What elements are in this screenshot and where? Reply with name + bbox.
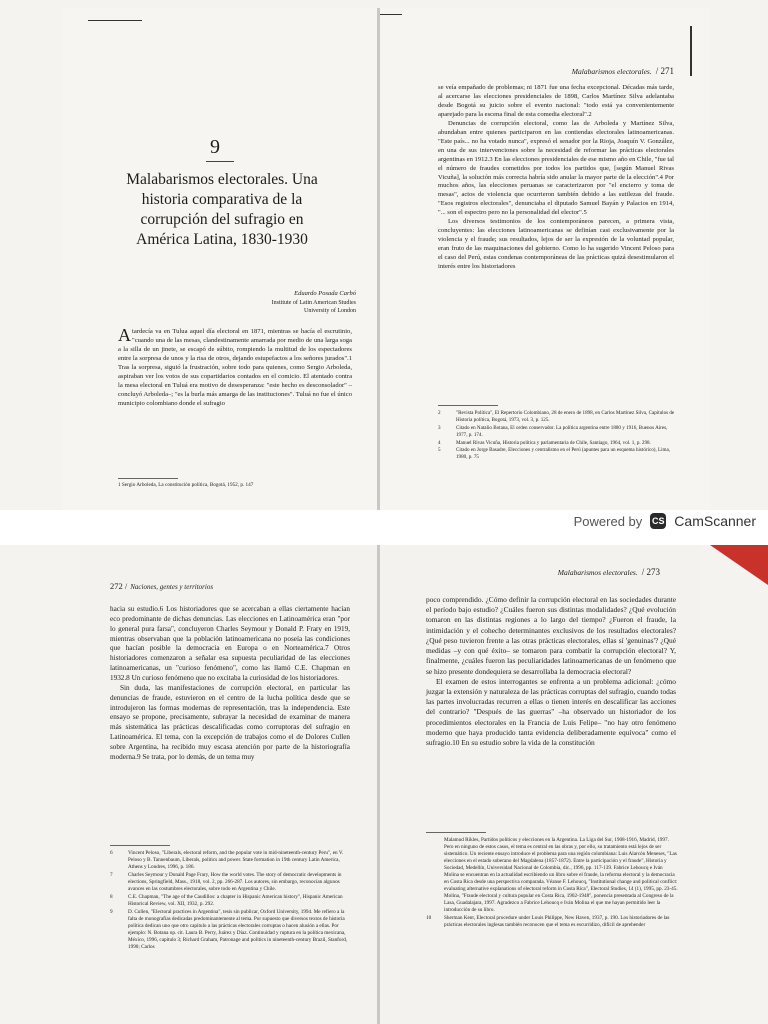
footnote [438, 425, 676, 439]
page-271-left-half [62, 8, 380, 510]
footnote-text: D. Cullen, "Electoral practices in Argentina", tesis sin publicar, Oxford University, 1994. Me refiero a la falta de monografías dedicadas predominantemente al tema. Por supuesto que diversos textos de historia política dedican uno que otro capítulo a las prácticas electorales corruptas o hacen alusión a ellas. Por ejemplo: N. Botana op. cit. Laura B. Perry, Juárez y Díaz. Continuidad y ruptura en la política mexicana, México, 1996, capítulo 3; Richard Graham, Patronage and politics in nineteenth-century Brazil, Stanford, 1990; Carlos [128, 909, 348, 951]
running-head-title: Malabarismos electorales. [557, 568, 638, 577]
running-head [110, 581, 213, 591]
footnote-rule [426, 832, 486, 833]
body-paragraph: El examen de estos interrogantes se enfrenta a un problema adicional: ¿cómo juzgar la extensión y naturaleza de las prácticas corruptas del sufragio, cuando todas las partes involucradas recurren a ellas o tienen interés en descalificar las acciones del contrario? "Después de las guerras" –ha observado un historiador de los procedimientos electorales en la Francia de Luis Felipe– "no hay otro fenómeno moderno que haya producido tanta evidencia deliberadamente equívoca" como el sufragio.10 En su estudio sobre la vida de la constitución [426, 676, 676, 748]
footnote-number: 9 [110, 909, 113, 916]
footnote-rule [110, 845, 170, 846]
footnotes [110, 850, 352, 952]
footnotes [438, 410, 676, 462]
footnote-text: Citado en Natalio Botana, El orden conservador. La política argentina entre 1880 y 1916, Buenos Aires, 1977, p. 174. [456, 424, 668, 438]
footnote [110, 909, 352, 951]
running-head-title: Naciones, gentes y territorios [130, 583, 214, 591]
body-paragraph: Los diversos testimonios de los contemporáneos parecen, a primera vista, concluyentes: las elecciones latinoamericanas se definían casi exclusivamente por la violencia y el fraude; sus resultados, lejos de ser la expresión de la voluntad popular, eran fruto de las maquinaciones del gobierno. Como lo ha sugerido Vincent Peloso para el caso del Perú, estas condenas contemporáneas de las prácticas quizá desestimularon el interés entre los historiadores [438, 218, 674, 271]
footnote-text: "Revista Política", El Repertorio Colombiano, 28 de enero de 1898, en Carlos Martínez Silva, Capítulos de Historia política, Bogotá, 1973, vol. 3, p. 125. [456, 410, 675, 423]
footnote-number: 3 [438, 424, 441, 431]
page-273 [380, 545, 700, 1024]
author-name: Eduardo Posada Carbó [294, 290, 356, 297]
page-number: / 273 [641, 567, 660, 577]
footnote-text: Malamud Rikles, Partidos políticos y elecciones en la Argentina. La Liga del Sur, 1908-1916, Madrid, 1997. Pero en ninguno de estos casos, el tema es central en las obras y, por ello, su tratamiento está lejos de ser sistemático. Un reciente ensayo introduce el problema para una región colombiana: Luis Alarcón Meneses, "Las elecciones en el estado soberano del Magdalena (1857-1872). Entre la participación y el fraude", Historia y Sociedad, Medellín, Universidad Nacional de Colombia, dic., 1996, pp. 117-139. Fabrice Lehoucq e Iván Molina se encuentran en la actualidad escribiendo un libro sobre el fraude, la reforma electoral y la democracia en Costa Rica desde una perspectiva comparada. Véanse F. Lehoucq, "Institutional change and political conflict: evaluating alternative explanations of electoral reform in Costa Rica", Electoral Studies, 14 (1), 1995, pp. 23-45. Molina, "Fraude electoral y cultura popular en Costa Rica, 1902-1948", ponencia presentada al Congreso de la Lasa, Guadalajara, 1997. Agradezco a Fabrice Lehoucq e Iván Molina el que me hayan permitido leer la introducción de su libro. [444, 837, 678, 914]
running-head-title: Malabarismos electorales. [571, 67, 652, 76]
scanner-watermark [574, 513, 756, 529]
footnote-number: 6 [110, 850, 113, 856]
scan-mark [690, 26, 692, 76]
body-paragraph: se veía empañado de problemas; ni 1871 fue una fecha excepcional. Décadas más tarde, al acercarse las elecciones presidenciales de 1898, Carlos Martínez Silva adelantaba desde Bogotá su juicio sobre el evento nacional: "todo está ya convenientemente aparejado para la escena final de esta comedia electoral".2 [438, 84, 674, 118]
body-text [426, 595, 676, 748]
footnote [438, 440, 676, 447]
body-paragraph: tardecía va en Tulua aquel día electoral en 1871, mientras se hacía el escrutinio, "cuando una de las mesas, clandestinamente amarrada por medio de una larga soga a la silla de un jinete, se escapó de súbito, rompiendo la multitud de los espectadores entre la sorpresa de unos y la risa de otros, dejando estupefactos a los señores jurados".1 Tras la sorpresa, siguió la frustración, sobre todo para quienes, como Sergio Arboleda, aspiraban ver los votos de sus copartidarios contados en el comicio. El atentado contra la mesa electoral en Tuluá era motivo de desesperanza: "este hecho es desconsolador" –concluyó Arboleda–; "es la burla más amarga de las instituciones". Tuluá no fue el único municipio colombiano donde el sufragio [118, 328, 352, 407]
body-text [438, 84, 674, 272]
footnote [110, 850, 352, 871]
scan-mark [88, 20, 142, 21]
footnotes [426, 837, 678, 930]
footnote-number: 5 [438, 447, 441, 454]
chapter-number-rule [206, 161, 234, 162]
footnote [426, 915, 678, 929]
footnote-number: 7 [110, 872, 113, 879]
chapter-number: 9 [210, 136, 220, 158]
footnote-text: C.E. Chapman, "The age of the Caudillos: a chapter in Hispanic American history", Hispanic American Historical Review, vol. XII, 1932, p. 292. [128, 894, 343, 908]
footnote-text: Vincent Peloso, "Liberals, electoral reform, and the popular vote in mid-nineteenth-century Peru", en V. Peloso y B. Tannenbaum, Liberals, politics and power. State formation in 19th century Latin America, Athens y Londres, 1996, p. 186. [128, 850, 344, 871]
footnote-number: 10 [426, 915, 432, 922]
author-affiliation: Institute of Latin American Studies [271, 299, 356, 306]
body-paragraph: poco comprendido. ¿Cómo definir la corrupción electoral en las sociedades durante el período bajo estudio? ¿Cuáles fueron sus distintas modalidades? ¿Qué evolución tomaron en las distintas regiones a lo largo del tiempo? ¿Fueron el fraude, la intimidación y el cohecho determinantes exclusivos de los resultados electorales? ¿Qué peso tuvieron frente a las otras prácticas electorales, ellas sí 'genuinas'? ¿Qué medidas –y con qué éxito– se tomaron para combatir la corrupción electoral? Y, finalmente, ¿cuáles fueron las peculiaridades latinoamericanas de un fenómeno que se hizo presente dondequiera se desarrollaba la democracia electoral? [426, 595, 676, 676]
scan-mark [380, 14, 402, 15]
camscanner-logo-icon: CS [650, 513, 666, 529]
chapter-title: Malabarismos electorales. Una historia comparativa de la corrupción del sufragio en América Latina, 1830-1930 [126, 171, 318, 249]
footnote [110, 872, 352, 893]
running-head [558, 567, 660, 577]
footnote-text: Citado en Jorge Basadre, Elecciones y centralismo en el Perú (apuntes para un esquema histórico), Lima, 1980, p. 75 [456, 447, 671, 461]
footnote-text: Charles Seymour y Donald Page Frary, How the world votes. The story of democratic developments in elections, Springfield, Mass., 1918, vol. 2, pp. 266-287. Los autores, sin embargo, reconocían algunos avances en las costumbres electorales, sobre todo en Argentina y Chile. [128, 872, 342, 893]
footnote-text: Sherman Kent, Electoral procedure under Louis Philippe, New Haven, 1937, p. 190. Los historiadores de las prácticas electorales inglesas también reconocen que el tema es escurridizo, difícil de aprehender [444, 915, 670, 929]
footnote-rule [118, 478, 178, 479]
author-block [272, 290, 356, 315]
footnote-number: 2 [438, 410, 441, 416]
footnote-number: 8 [110, 894, 113, 901]
page-272 [80, 545, 380, 1024]
page-number: / 271 [655, 66, 674, 76]
footnote-text: Manuel Rivas Vicuña, Historia política y parlamentaria de Chile, Santiago, 1964, vol. 1, p. 298. [456, 439, 651, 446]
running-head [572, 66, 674, 76]
body-paragraph: hacia su estudio.6 Los historiadores que se acercaban a ellas ciertamente hacían eco predominante de dichas denuncias. Las elecciones en Latinoamérica eran "por lo general pura farsa", concluyeron Charles Seymour y Donald P. Frary en 1919, mientras observaban que la población latinoamericana no poseía las condiciones que hacían posible la democracia en Europa o en Norteamérica.7 Otros historiadores comenzaron a señalar esa supuesta peculiaridad de las elecciones latinoamericanas, un "curioso fenómeno", como las llamó C.E. Chapman en 1932.8 Un curioso fenómeno que no excitaba la curiosidad de los historiadores. [110, 605, 350, 683]
camscanner-name: CamScanner [674, 513, 756, 529]
drop-cap: A [118, 325, 131, 345]
body-text [110, 605, 350, 763]
footnote [110, 894, 352, 908]
footnote [426, 837, 678, 914]
page-number: 272 / [110, 581, 128, 591]
body-paragraph: Sin duda, las manifestaciones de corrupción electoral, en particular las denuncias de fraude, estuvieron en el centro de la lucha política desde que se introdujeron las formas modernas de representación, tras la independencia. Este ensayo se propone, precisamente, subrayar la necesidad de examinar de manera más sistemática las prácticas descalificadas como corruptoras del sufragio en Latinoamérica. El tema, con la excepción de trabajos como el de Dolores Cullen sobre Argentina, ha recibido muy escasa atención por parte de la historiografía moderna.9 Se trata, por lo demás, de un tema muy [110, 683, 350, 761]
footnote-number: 4 [438, 439, 441, 446]
footnote: 1 Sergio Arboleda, La constitución política, Bogotá, 1952, p. 147 [118, 482, 254, 488]
footnote-rule [438, 405, 498, 406]
red-corner-mark [710, 545, 768, 585]
body-text [118, 325, 352, 409]
footnote-number [426, 837, 436, 914]
page-271-right-half [380, 8, 710, 510]
powered-by-label: Powered by [573, 513, 643, 529]
body-paragraph: Denuncias de corrupción electoral, como las de Arboleda y Martínez Silva, abundaban entre quienes participaron en las contiendas electorales latinoamericanas. "Este país... no ha votado nunca", expresó el senador por la Rioja, Joaquín V. González, en una de sus intervenciones sobre la necesidad de reformar las prácticas electorales argentinas en 1912.3 En las elecciones presidenciales de ese mismo año en Chile, "fue tal el número de fraudes cometidos por todos los partidos que, [según Manuel Rivas Vicuña], la solución más correcta habría sido anular la mayor parte de la elección".4 Por muchos años, las elecciones peruanas se caracterizaron por "el encierro y toma de mesas", actos de violencia que ocurrieron también debido a las sutilezas del fraude. "Esos registros electorales", denunciaba el diputado Samuel Bayán y Palacios en 1914, "... son el espectro pero no la personalidad del elector".5 [438, 119, 674, 217]
footnote [438, 410, 676, 424]
author-affiliation: University of London [304, 307, 356, 314]
footnote [438, 447, 676, 461]
